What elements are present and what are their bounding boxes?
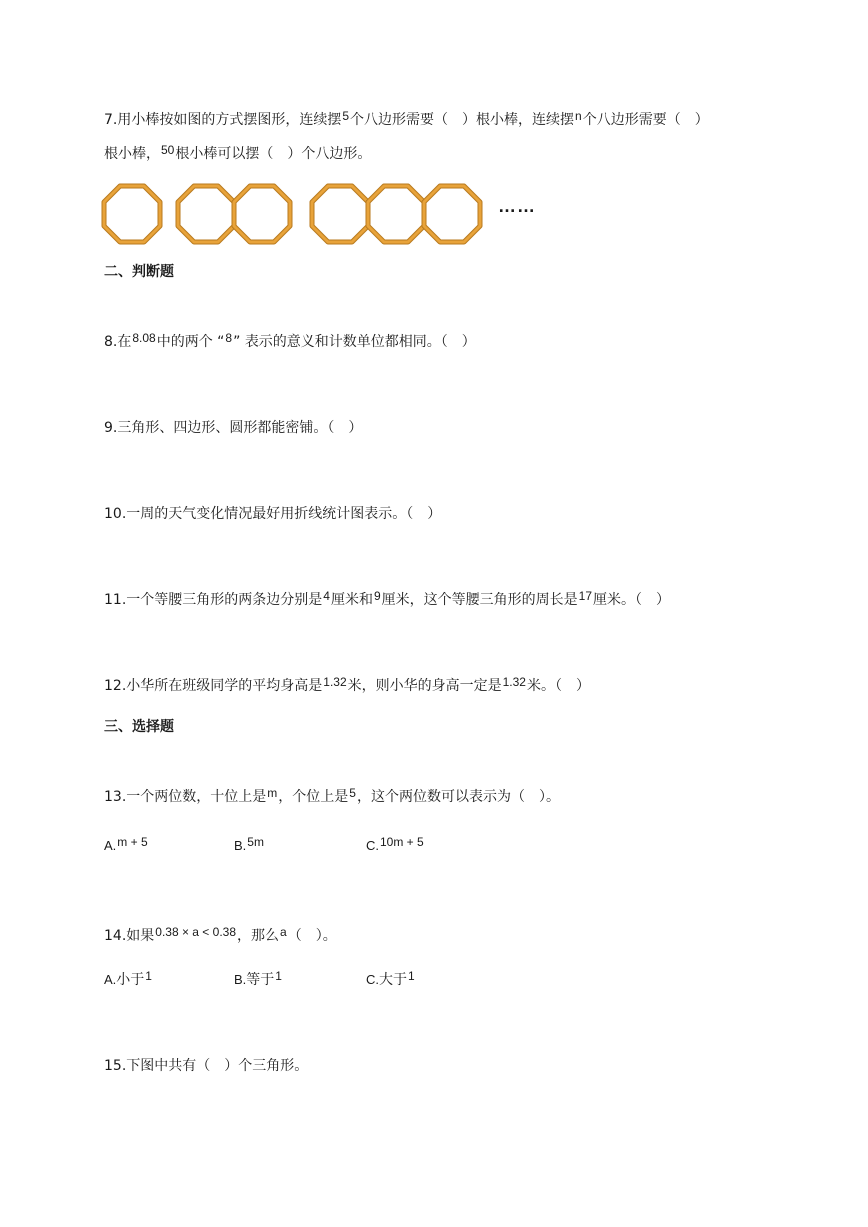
octagon-5 (424, 186, 480, 242)
option-number: 1 (275, 969, 282, 983)
option-letter: C. (366, 838, 379, 853)
q14-text-c: （ ）。 (287, 928, 337, 944)
q8-digit: 8 (225, 331, 233, 345)
q12-text-b: 米，则小华的身高一定是 (347, 678, 502, 694)
q7-text-a: 7.用小棒按如图的方式摆图形，连续摆 (104, 112, 342, 128)
q13-text-c: ，这个两位数可以表示为（ ）。 (356, 789, 560, 805)
option-text: m + 5 (117, 835, 148, 849)
option-text: 大于 (379, 972, 407, 988)
option-text: 10m + 5 (380, 835, 424, 849)
question-13 (104, 787, 560, 807)
question-15: 15.下图中共有（ ）个三角形。 (104, 1058, 309, 1074)
option-text: 等于 (246, 972, 275, 988)
q13-variable-m: m (267, 786, 278, 800)
option-text: 小于 (116, 972, 145, 988)
q7-variable-n: n (575, 109, 582, 123)
q7-number-5: 5 (342, 109, 350, 123)
question-12 (104, 676, 590, 696)
q13-option-c[interactable] (366, 836, 425, 856)
question-7-line-2 (104, 144, 371, 164)
q7-number-50: 50 (161, 143, 175, 157)
q13-number-5: 5 (349, 786, 356, 800)
option-letter: B. (234, 972, 247, 987)
q11-number-17: 17 (578, 589, 592, 603)
q8-number: 8.08 (132, 331, 156, 345)
q14-text-b: ，那么 (237, 928, 280, 944)
q7-text-b: 个八边形需要（ ）根小棒，连续摆 (350, 112, 575, 128)
octagon-1 (178, 186, 234, 242)
q11-text-a: 11.一个等腰三角形的两条边分别是 (104, 592, 323, 608)
q7-text-d: 根小棒， (104, 146, 160, 162)
q13-text-b: ，个位上是 (278, 789, 349, 805)
question-11 (104, 590, 670, 610)
q8-text-c: ” 表示的意义和计数单位都相同。（ ） (233, 334, 476, 350)
q14-inequality: 0.38 × a < 0.38 (155, 925, 237, 939)
octagon-0 (104, 186, 160, 242)
q7-text-c: 个八边形需要（ ） (582, 112, 709, 128)
q7-text-e: 根小棒可以摆（ ）个八边形。 (175, 146, 372, 162)
option-letter: A. (104, 838, 117, 853)
q14-text-a: 14.如果 (104, 928, 155, 944)
q12-number-a: 1.32 (323, 675, 347, 689)
q12-text-a: 12.小华所在班级同学的平均身高是 (104, 678, 323, 694)
question-14 (104, 926, 337, 946)
q12-number-b: 1.32 (502, 675, 526, 689)
question-9: 9.三角形、四边形、圆形都能密铺。（ ） (104, 420, 363, 436)
option-number: 1 (145, 969, 152, 983)
q13-option-b[interactable] (234, 836, 265, 856)
option-text: 5m (247, 835, 264, 849)
question-7-line-1 (104, 110, 709, 130)
q11-text-b: 厘米和 (330, 592, 373, 608)
octagon-stick-figure (100, 180, 490, 250)
q8-text-b: 中的两个 “ (156, 334, 225, 350)
figure-ellipsis: …… (498, 196, 536, 216)
octagon-4 (368, 186, 424, 242)
section-heading-judge: 二、判断题 (104, 264, 174, 280)
octagon-2 (234, 186, 290, 242)
q12-text-c: 米。（ ） (526, 678, 590, 694)
q11-number-9: 9 (373, 589, 381, 603)
q11-number-4: 4 (323, 589, 330, 603)
option-letter: C. (366, 972, 379, 987)
q13-text-a: 13.一个两位数，十位上是 (104, 789, 267, 805)
option-letter: B. (234, 838, 247, 853)
octagon-3 (312, 186, 368, 242)
question-8 (104, 332, 476, 352)
section-heading-choice: 三、选择题 (104, 719, 174, 735)
q11-text-c: 厘米，这个等腰三角形的周长是 (381, 592, 578, 608)
q8-text-a: 8.在 (104, 334, 132, 350)
option-number: 1 (408, 969, 415, 983)
q11-text-d: 厘米。（ ） (593, 592, 670, 608)
option-letter: A. (104, 972, 117, 987)
q13-option-a[interactable] (104, 836, 149, 856)
question-10: 10.一周的天气变化情况最好用折线统计图表示。（ ） (104, 506, 442, 522)
q14-option-a[interactable] (104, 970, 153, 990)
q14-option-c[interactable] (366, 970, 416, 990)
q14-variable-a: a (280, 925, 287, 939)
q14-option-b[interactable] (234, 970, 283, 990)
